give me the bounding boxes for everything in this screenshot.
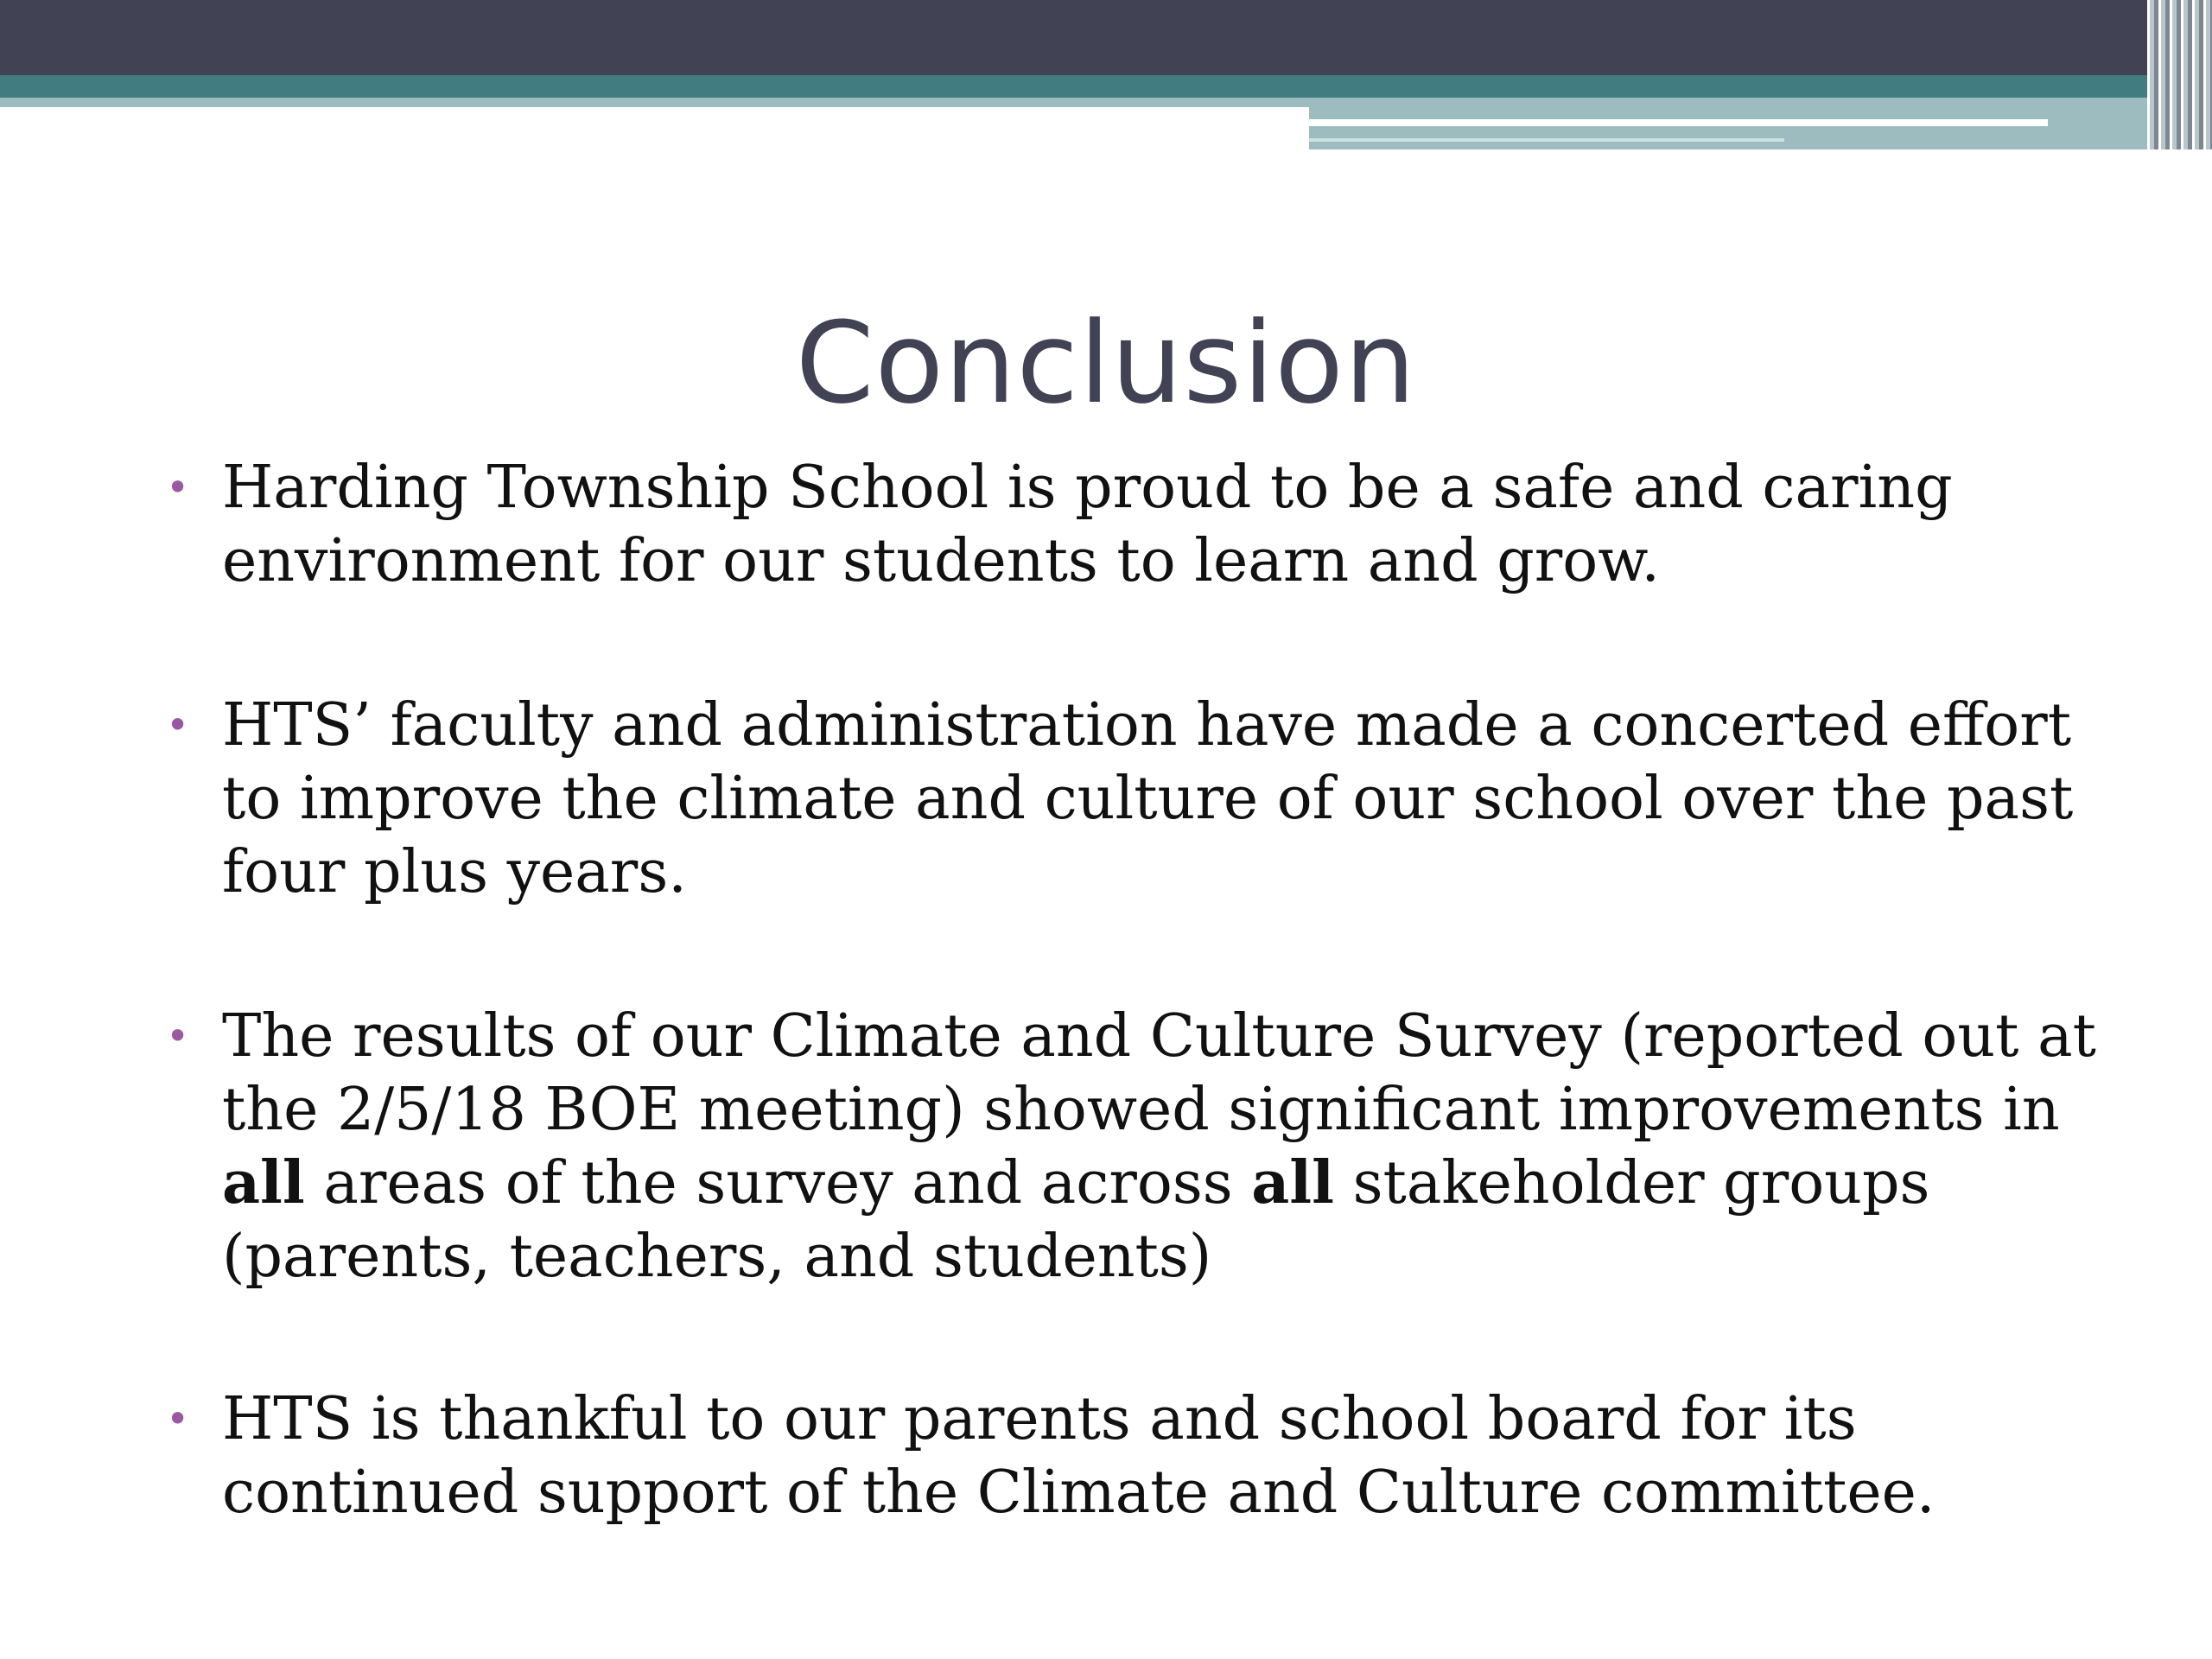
bullet-item-3 bbox=[166, 1000, 2123, 1294]
bullet-icon: • bbox=[166, 1013, 190, 1059]
bullet-text-part: areas of the survey and across bbox=[304, 1149, 1252, 1217]
bullet-text-emphasis: all bbox=[222, 1148, 305, 1217]
bullet-icon: • bbox=[166, 702, 190, 748]
bullet-item-4 bbox=[166, 1382, 2123, 1529]
bullet-icon: • bbox=[166, 1395, 190, 1442]
bullet-text: HTS’ faculty and administration have made a concerted effort to improve the climate and culture of our school over the past four plus years. bbox=[222, 691, 2074, 906]
bullet-text-emphasis: all bbox=[1251, 1148, 1334, 1217]
bullet-item-2 bbox=[166, 689, 2123, 909]
bullet-item-1 bbox=[166, 451, 2123, 598]
bullet-text: Harding Township School is proud to be a safe and caring environment for our students to learn and grow. bbox=[222, 454, 1953, 595]
bullet-text: HTS is thankful to our parents and school board for its continued support of the Climate and Culture committee. bbox=[222, 1385, 1936, 1527]
bullet-text-part: The results of our Climate and Culture Survey (reported out at the 2/5/18 BOE meeting) showed significant improvements in bbox=[222, 1002, 2096, 1144]
slide-title: Conclusion bbox=[795, 297, 1417, 429]
bullet-icon: • bbox=[166, 464, 190, 511]
bullet-text-part: stakeholder groups (parents, teachers, and students) bbox=[222, 1149, 1930, 1291]
